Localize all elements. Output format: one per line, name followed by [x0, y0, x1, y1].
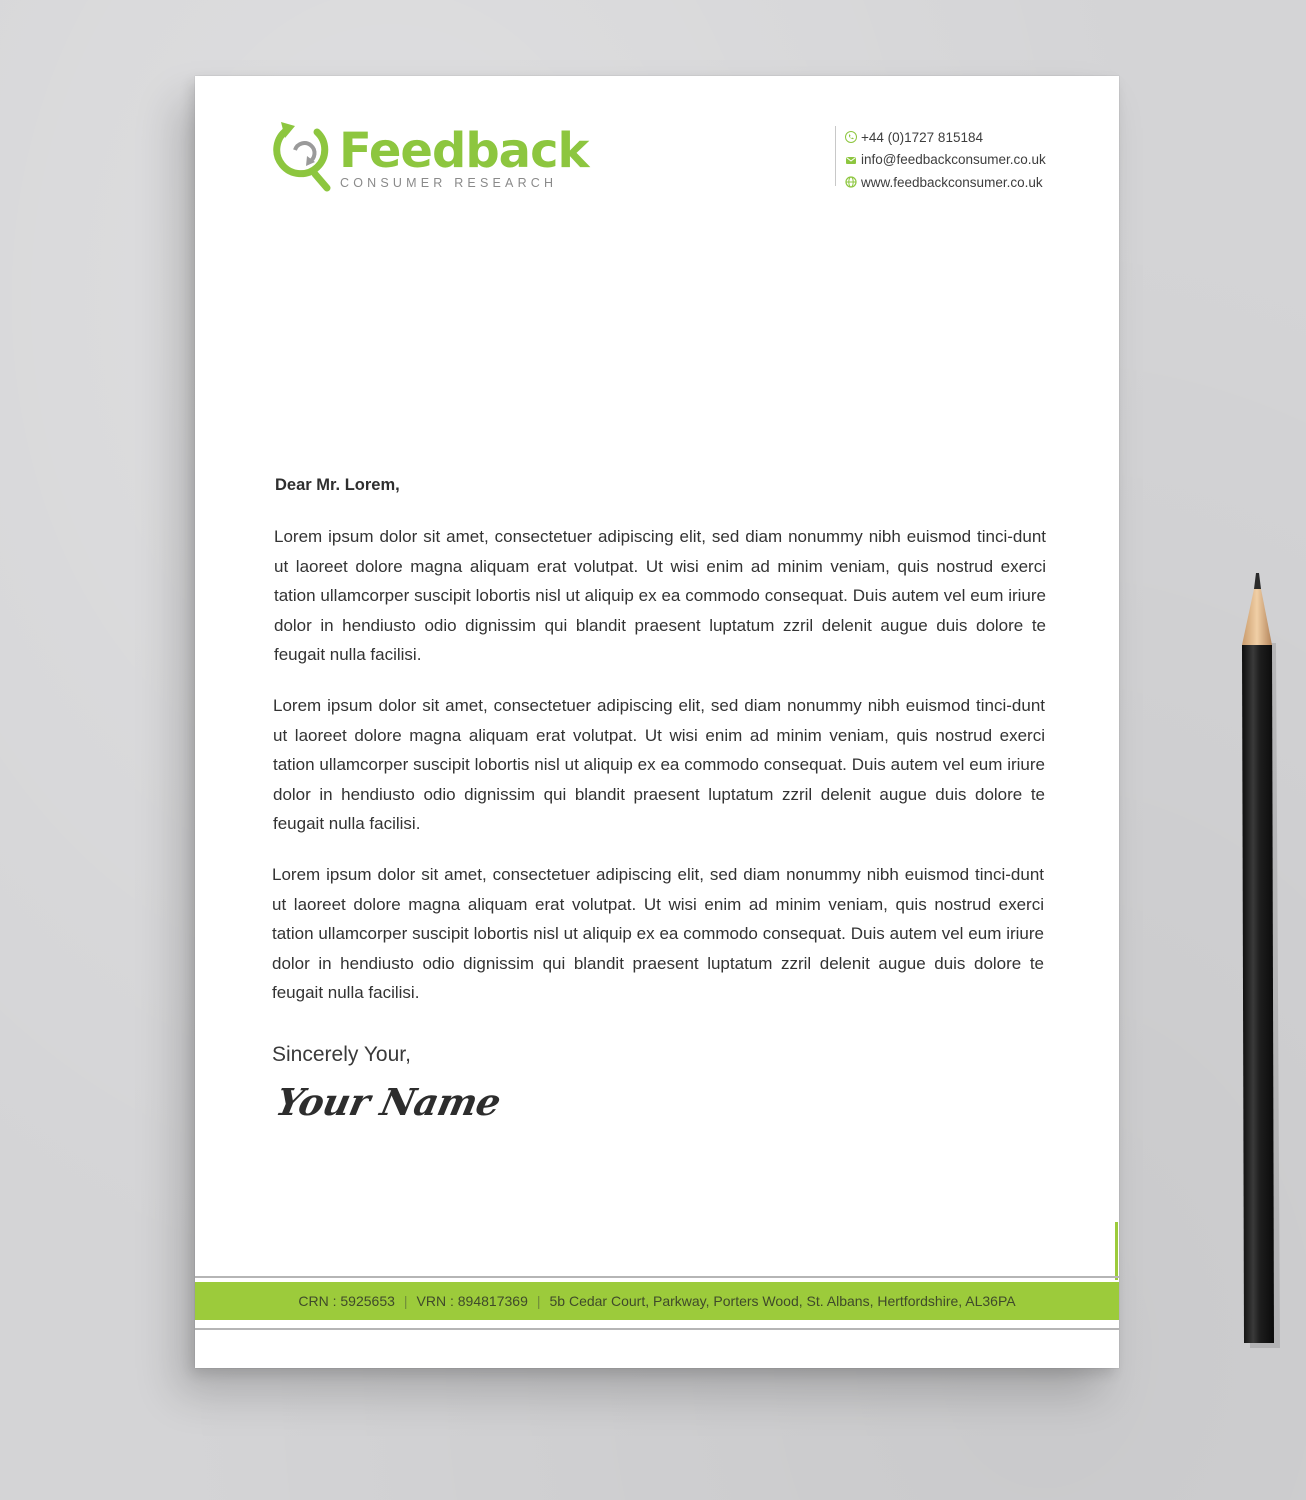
footer-band	[195, 1282, 1119, 1320]
footer-divider-top	[195, 1276, 1119, 1278]
contact-website	[845, 171, 1046, 194]
footer-crn: CRN : 5925653	[298, 1293, 395, 1309]
phone-text[interactable]: +44 (0)1727 815184	[861, 129, 983, 145]
footer-separator: |	[536, 1293, 541, 1309]
company-tagline: CONSUMER RESEARCH	[340, 176, 558, 190]
footer-vrn: VRN : 894817369	[416, 1293, 528, 1309]
magnifier-refresh-icon	[273, 120, 335, 192]
footer-divider-bottom	[195, 1328, 1119, 1330]
footer-address: 5b Cedar Court, Parkway, Porters Wood, St. Albans, Hertfordshire, AL36PA	[549, 1293, 1016, 1309]
website-link[interactable]: www.feedbackconsumer.co.uk	[861, 174, 1043, 190]
envelope-icon	[845, 154, 857, 166]
company-name: Feedback	[339, 123, 589, 179]
contact-email	[845, 149, 1046, 172]
body-paragraph: Lorem ipsum dolor sit amet, consectetuer adipiscing elit, sed diam nonummy nibh euismod tinci-dunt ut laoreet dolore magna aliquam erat volutpat. Ut wisi enim ad minim veniam, quis nostrud exerci tation ullamcorper suscipit lobortis nisl ut aliquip ex ea commodo consequat. Duis autem vel eum iriure dolor in hendiusto odio dignissim qui blandit praesent luptatum zzril delenit augue duis dolore te feugait nulla facilisi.	[273, 696, 1045, 833]
signature: Your Name	[272, 1080, 505, 1124]
letterhead-sheet	[195, 76, 1119, 1368]
globe-icon	[845, 176, 857, 188]
footer-accent-bar	[1115, 1222, 1118, 1280]
pencil-icon	[1236, 573, 1280, 1351]
body-paragraph: Lorem ipsum dolor sit amet, consectetuer adipiscing elit, sed diam nonummy nibh euismod tinci-dunt ut laoreet dolore magna aliquam erat volutpat. Ut wisi enim ad minim veniam, quis nostrud exerci tation ullamcorper suscipit lobortis nisl ut aliquip ex ea commodo consequat. Duis autem vel eum iriure dolor in hendiusto odio dignissim qui blandit praesent luptatum zzril delenit augue duis dolore te feugait nulla facilisi.	[274, 527, 1046, 664]
phone-icon	[845, 131, 857, 143]
email-link[interactable]: info@feedbackconsumer.co.uk	[861, 152, 1046, 168]
contact-block	[835, 126, 1046, 190]
body-paragraph: Lorem ipsum dolor sit amet, consectetuer adipiscing elit, sed diam nonummy nibh euismod tinci-dunt ut laoreet dolore magna aliquam erat volutpat. Ut wisi enim ad minim veniam, quis nostrud exerci tation ullamcorper suscipit lobortis nisl ut aliquip ex ea commodo consequat. Duis autem vel eum iriure dolor in hendiusto odio dignissim qui blandit praesent luptatum zzril delenit augue duis dolore te feugait nulla facilisi.	[272, 865, 1044, 1002]
closing: Sincerely Your,	[272, 1043, 411, 1066]
footer-separator: |	[403, 1293, 408, 1309]
salutation: Dear Mr. Lorem,	[275, 476, 400, 494]
contact-phone	[845, 126, 1046, 149]
